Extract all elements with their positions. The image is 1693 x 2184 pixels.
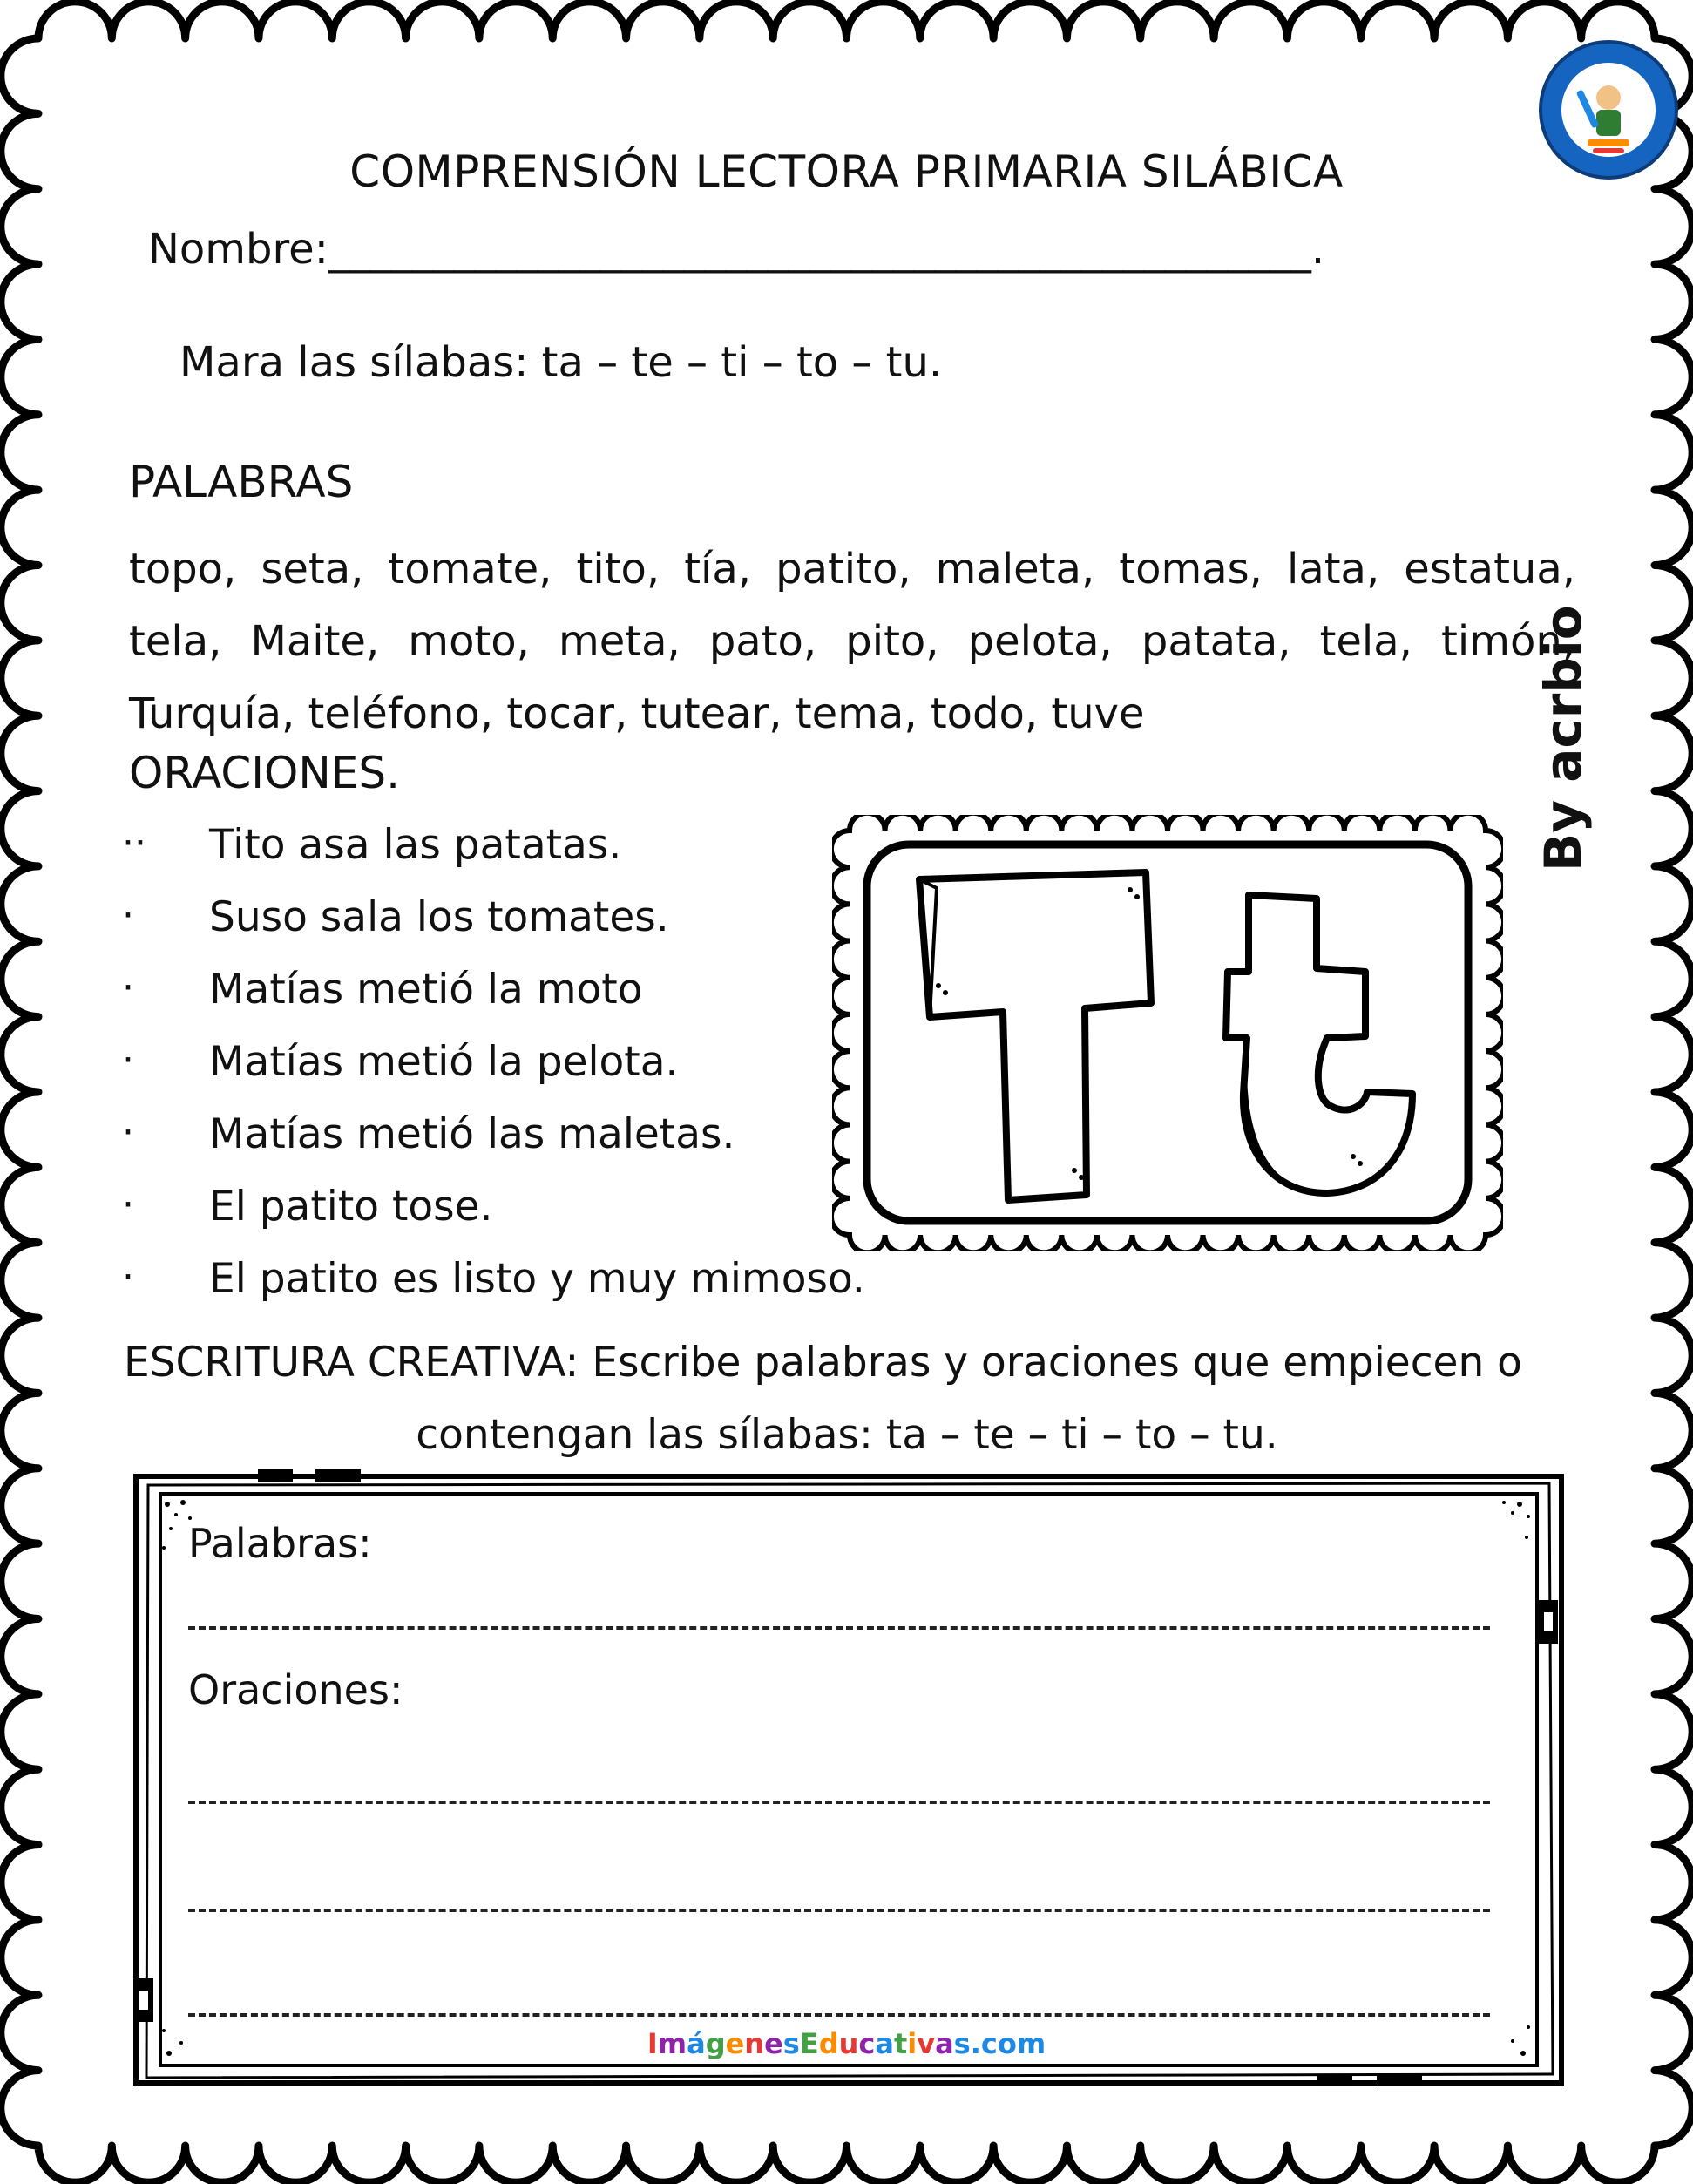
- footer-letter: t: [893, 2027, 908, 2060]
- sentence-item: Matías metió la moto: [209, 966, 643, 1014]
- words-writing-line[interactable]: [188, 1626, 1490, 1630]
- footer-letter: g: [705, 2027, 726, 2060]
- footer-letter: I: [647, 2027, 658, 2060]
- footer-letter: s: [953, 2027, 971, 2060]
- footer-letter: e: [764, 2027, 783, 2060]
- footer-letter: a: [875, 2027, 894, 2060]
- name-blank-line: _______________________________________________.: [328, 225, 1325, 274]
- footer-letter: e: [725, 2027, 745, 2060]
- sentence-bullet: ·: [122, 1038, 134, 1082]
- sentence-item: Matías metió las maletas.: [209, 1110, 735, 1158]
- footer-letter: i: [907, 2027, 918, 2060]
- sentence-item: El patito tose.: [209, 1183, 493, 1231]
- sentence-item: Matías metió la pelota.: [209, 1038, 679, 1086]
- footer-letter: a: [935, 2027, 954, 2060]
- sentences-writing-line[interactable]: [188, 2013, 1490, 2017]
- words-heading: PALABRAS: [129, 457, 354, 507]
- sentences-writing-line[interactable]: [188, 1909, 1490, 1912]
- footer-letter: v: [917, 2027, 936, 2060]
- footer-letter: u: [838, 2027, 859, 2060]
- creative-heading: ESCRITURA CREATIVA:: [124, 1339, 579, 1387]
- footer-site-name: [0, 2027, 1693, 2060]
- name-label: Nombre:: [148, 225, 328, 274]
- sentences-heading: ORACIONES.: [129, 748, 401, 798]
- words-paragraph: topo, seta, tomate, tito, tía, patito, maleta, tomas, lata, estatua, tela, Maite, moto, meta, pato, pito, pelota, patata, tela, timón, Turquía, teléfono, tocar, tutear, tema, todo, tuve: [129, 545, 1575, 738]
- sentence-item: El patito es listo y muy mimoso.: [209, 1255, 865, 1303]
- sentence-item: Suso sala los tomates.: [209, 893, 669, 941]
- footer-letter: c: [858, 2027, 876, 2060]
- letter-card: [832, 815, 1503, 1251]
- author-credit: By acrbio: [1534, 605, 1593, 872]
- footer-letter: m: [657, 2027, 687, 2060]
- name-field[interactable]: [148, 225, 1324, 274]
- sentence-bullet: ·: [122, 1255, 134, 1299]
- sentence-bullet: ·: [122, 893, 134, 938]
- sentences-writing-label: Oraciones:: [188, 1666, 403, 1713]
- sentence-bullet: ··: [122, 821, 146, 865]
- creative-writing-instruction: [124, 1326, 1570, 1471]
- sentence-bullet: ·: [122, 1110, 134, 1155]
- footer-letter: s: [782, 2027, 800, 2060]
- footer-letter: á: [687, 2027, 706, 2060]
- words-writing-label: Palabras:: [188, 1520, 372, 1567]
- sentence-bullet: ·: [122, 966, 134, 1010]
- sentences-writing-line[interactable]: [188, 1801, 1490, 1804]
- footer-letter: d: [818, 2027, 839, 2060]
- syllables-instruction: Mara las sílabas: ta – te – ti – to – tu.: [179, 338, 943, 387]
- creative-text-line1: Escribe palabras y oraciones que empiecen o: [579, 1339, 1522, 1387]
- sentence-bullet: ·: [122, 1183, 134, 1227]
- footer-letter: n: [744, 2027, 765, 2060]
- footer-letter: .com: [970, 2027, 1046, 2060]
- creative-text-line2: contengan las sílabas: ta – te – ti – to – tu.: [416, 1411, 1278, 1459]
- sentence-item: Tito asa las patatas.: [209, 821, 622, 869]
- worksheet-title: COMPRENSIÓN LECTORA PRIMARIA SILÁBICA: [349, 146, 1344, 197]
- footer-letter: E: [799, 2027, 819, 2060]
